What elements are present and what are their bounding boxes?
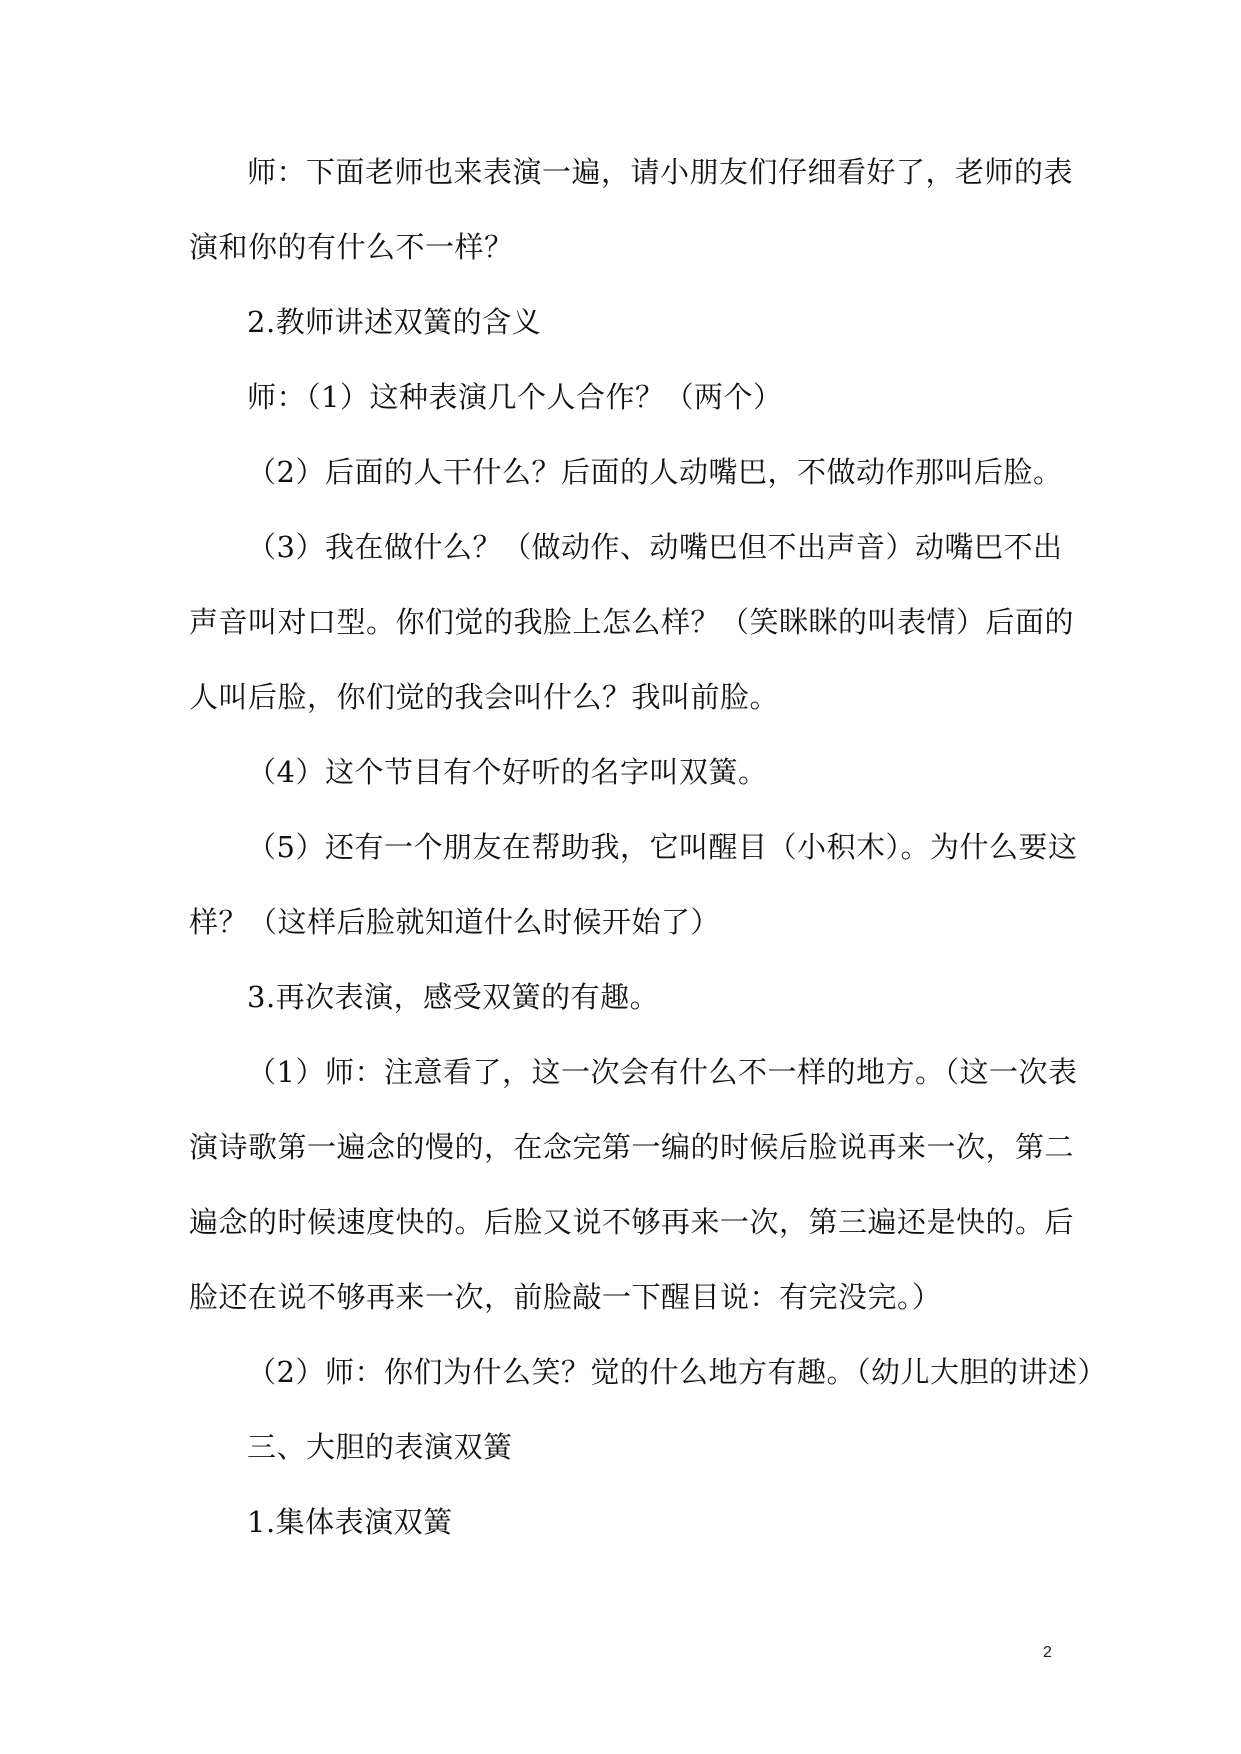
text-line: 人叫后脸，你们觉的我会叫什么？我叫前脸。 xyxy=(189,680,780,714)
text-line: （4）这个节目有个好听的名字叫双簧。 xyxy=(247,755,768,789)
text-line: 演和你的有什么不一样？ xyxy=(189,230,514,264)
page-number: 2 xyxy=(1043,1644,1052,1661)
text-line: 遍念的时候速度快的。后脸又说不够再来一次，第三遍还是快的。后 xyxy=(189,1205,1075,1239)
text-line: （3）我在做什么？（做动作、动嘴巴但不出声音）动嘴巴不出 xyxy=(247,530,1063,564)
text-line: 3.再次表演，感受双簧的有趣。 xyxy=(247,980,660,1014)
text-line: 师：（1）这种表演几个人合作？（两个） xyxy=(247,380,783,414)
text-line: 脸还在说不够再来一次，前脸敲一下醒目说：有完没完。） xyxy=(189,1280,942,1314)
section-heading: 三、大胆的表演双簧 xyxy=(247,1430,513,1464)
text-line: （2）后面的人干什么？后面的人动嘴巴，不做动作那叫后脸。 xyxy=(247,455,1063,489)
text-line: 2.教师讲述双簧的含义 xyxy=(247,305,542,339)
text-line: （1）师：注意看了，这一次会有什么不一样的地方。（这一次表 xyxy=(247,1055,1078,1089)
text-line: 师：下面老师也来表演一遍，请小朋友们仔细看好了，老师的表 xyxy=(247,155,1074,189)
text-line: 样？（这样后脸就知道什么时候开始了） xyxy=(189,905,721,939)
text-line: 1.集体表演双簧 xyxy=(247,1505,453,1539)
text-line: 声音叫对口型。你们觉的我脸上怎么样？（笑眯眯的叫表情）后面的 xyxy=(189,605,1075,639)
text-line: 演诗歌第一遍念的慢的，在念完第一编的时候后脸说再来一次，第二 xyxy=(189,1130,1075,1164)
text-line: （5）还有一个朋友在帮助我，它叫醒目（小积木）。为什么要这 xyxy=(247,830,1078,864)
text-line: （2）师：你们为什么笑？觉的什么地方有趣。（幼儿大胆的讲述） xyxy=(247,1355,1107,1389)
